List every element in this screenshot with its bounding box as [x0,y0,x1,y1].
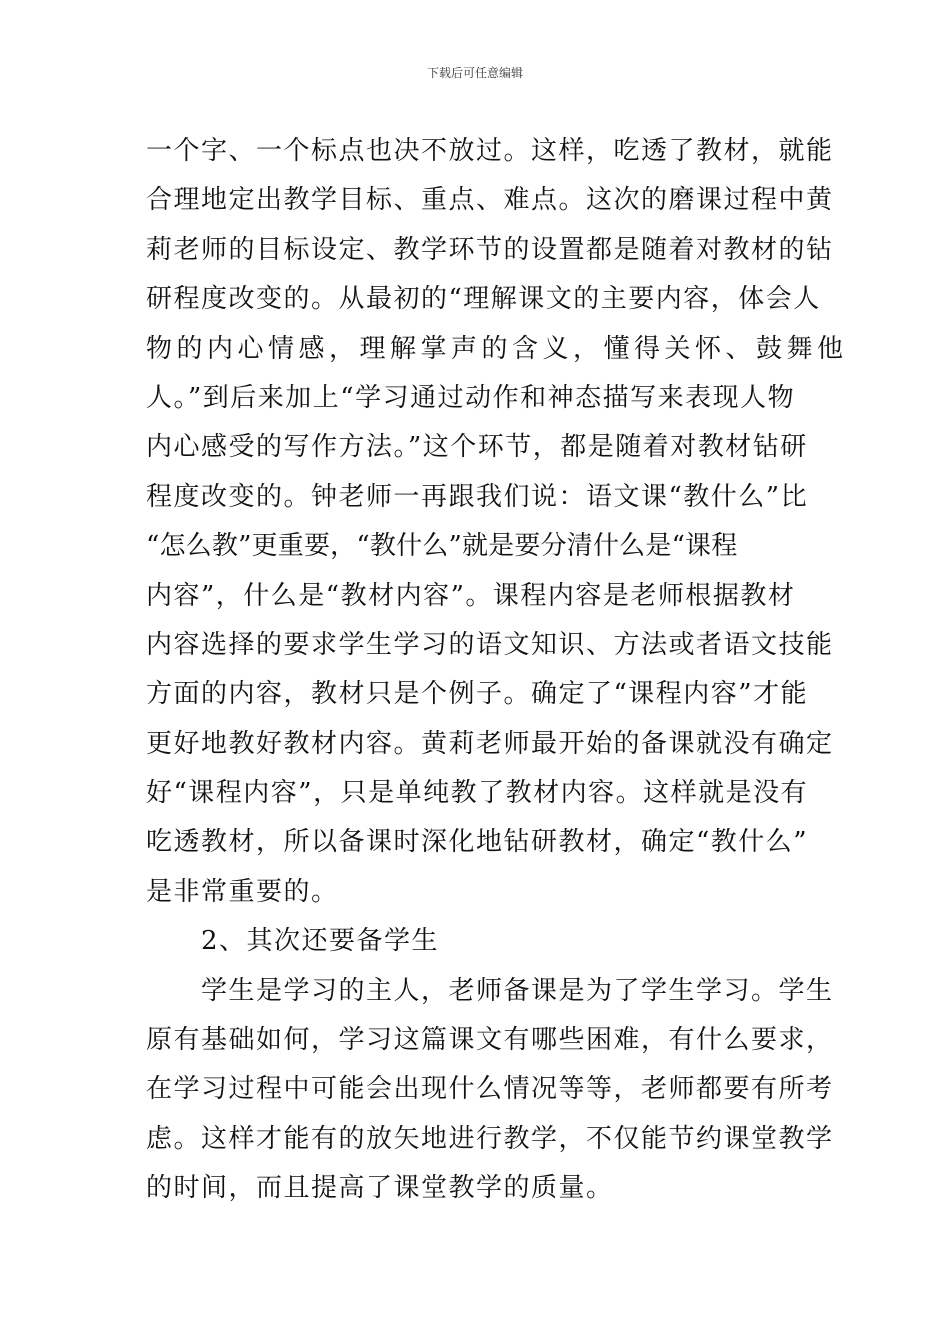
body-line: 吃透教材，所以备课时深化地钻研教材，确定“教什么” [146,827,809,858]
body-line: 好“课程内容”，只是单纯教了教材内容。这样就是没有 [146,778,809,809]
body-line: 是非常重要的。 [146,876,339,907]
paragraph-line: 虑。这样才能有的放矢地进行教学，不仅能节约课堂教学 [146,1123,834,1154]
body-line: 更好地教好教材内容。黄莉老师最开始的备课就没有确定 [146,728,834,759]
body-line: 物的内心情感，理解掌声的含义，懂得关怀、鼓舞他 [146,333,848,364]
body-line: 内容选择的要求学生学习的语文知识、方法或者语文技能 [146,629,834,660]
body-line: 合理地定出教学目标、重点、难点。这次的磨课过程中黄 [146,185,834,216]
page-header: 下载后可任意编辑 [426,66,523,80]
paragraph-line: 学生是学习的主人，老师备课是为了学生学习。学生 [146,975,834,1006]
body-line: 一个字、一个标点也决不放过。这样，吃透了教材，就能 [146,136,834,166]
body-line: 内心感受的写作方法。”这个环节，都是随着对教材钻研 [146,432,808,463]
paragraph-line: 在学习过程中可能会出现什么情况等等，老师都要有所考 [146,1074,834,1105]
body-line: 研程度改变的。从最初的“理解课文的主要内容，体会人 [146,284,821,315]
body-line: “怎么教”更重要，“教什么”就是要分清什么是“课程 [146,531,738,562]
body-line: 莉老师的目标设定、教学环节的设置都是随着对教材的钻 [146,234,834,265]
body-line: 方面的内容，教材只是个例子。确定了“课程内容”才能 [146,679,809,710]
paragraph-line: 原有基础如何，学习这篇课文有哪些困难，有什么要求， [146,1025,834,1056]
section-heading: 2、其次还要备学生 [146,926,440,957]
body-line: 内容”，什么是“教材内容”。课程内容是老师根据教材 [146,580,796,611]
document-body [146,127,848,1214]
body-line: 程度改变的。钟老师一再跟我们说：语文课“教什么”比 [146,481,809,512]
body-line: 人。”到后来加上“学习通过动作和神态描写来表现人物 [146,382,796,413]
paragraph-line: 的时间，而且提高了课堂教学的质量。 [146,1173,614,1204]
